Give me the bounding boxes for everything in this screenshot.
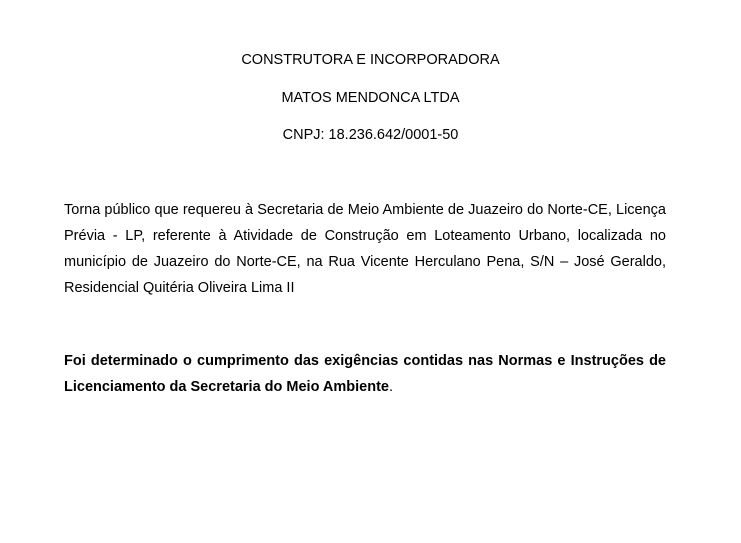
determination-paragraph [64, 348, 666, 400]
notice-paragraph: Torna público que requereu à Secretaria de Meio Ambiente de Juazeiro do Norte-CE, Licença Prévia - LP, referente à Atividade de Construção em Loteamento Urbano, localizada no município de Juazeiro do Norte-CE, na Rua Vicente Herculano Pena, S/N – José Geraldo, Residencial Quitéria Oliveira Lima II [64, 202, 666, 296]
company-name-line-2: MATOS MENDONCA LTDA [281, 90, 460, 106]
determination-text: Foi determinado o cumprimento das exigências contidas nas Normas e Instruções de Licenciamento da Secretaria do Meio Ambiente [64, 353, 666, 395]
determination-period: . [389, 379, 394, 395]
company-name-line-1: CONSTRUTORA E INCORPORADORA [241, 52, 500, 68]
cnpj-number: CNPJ: 18.236.642/0001-50 [282, 127, 459, 143]
